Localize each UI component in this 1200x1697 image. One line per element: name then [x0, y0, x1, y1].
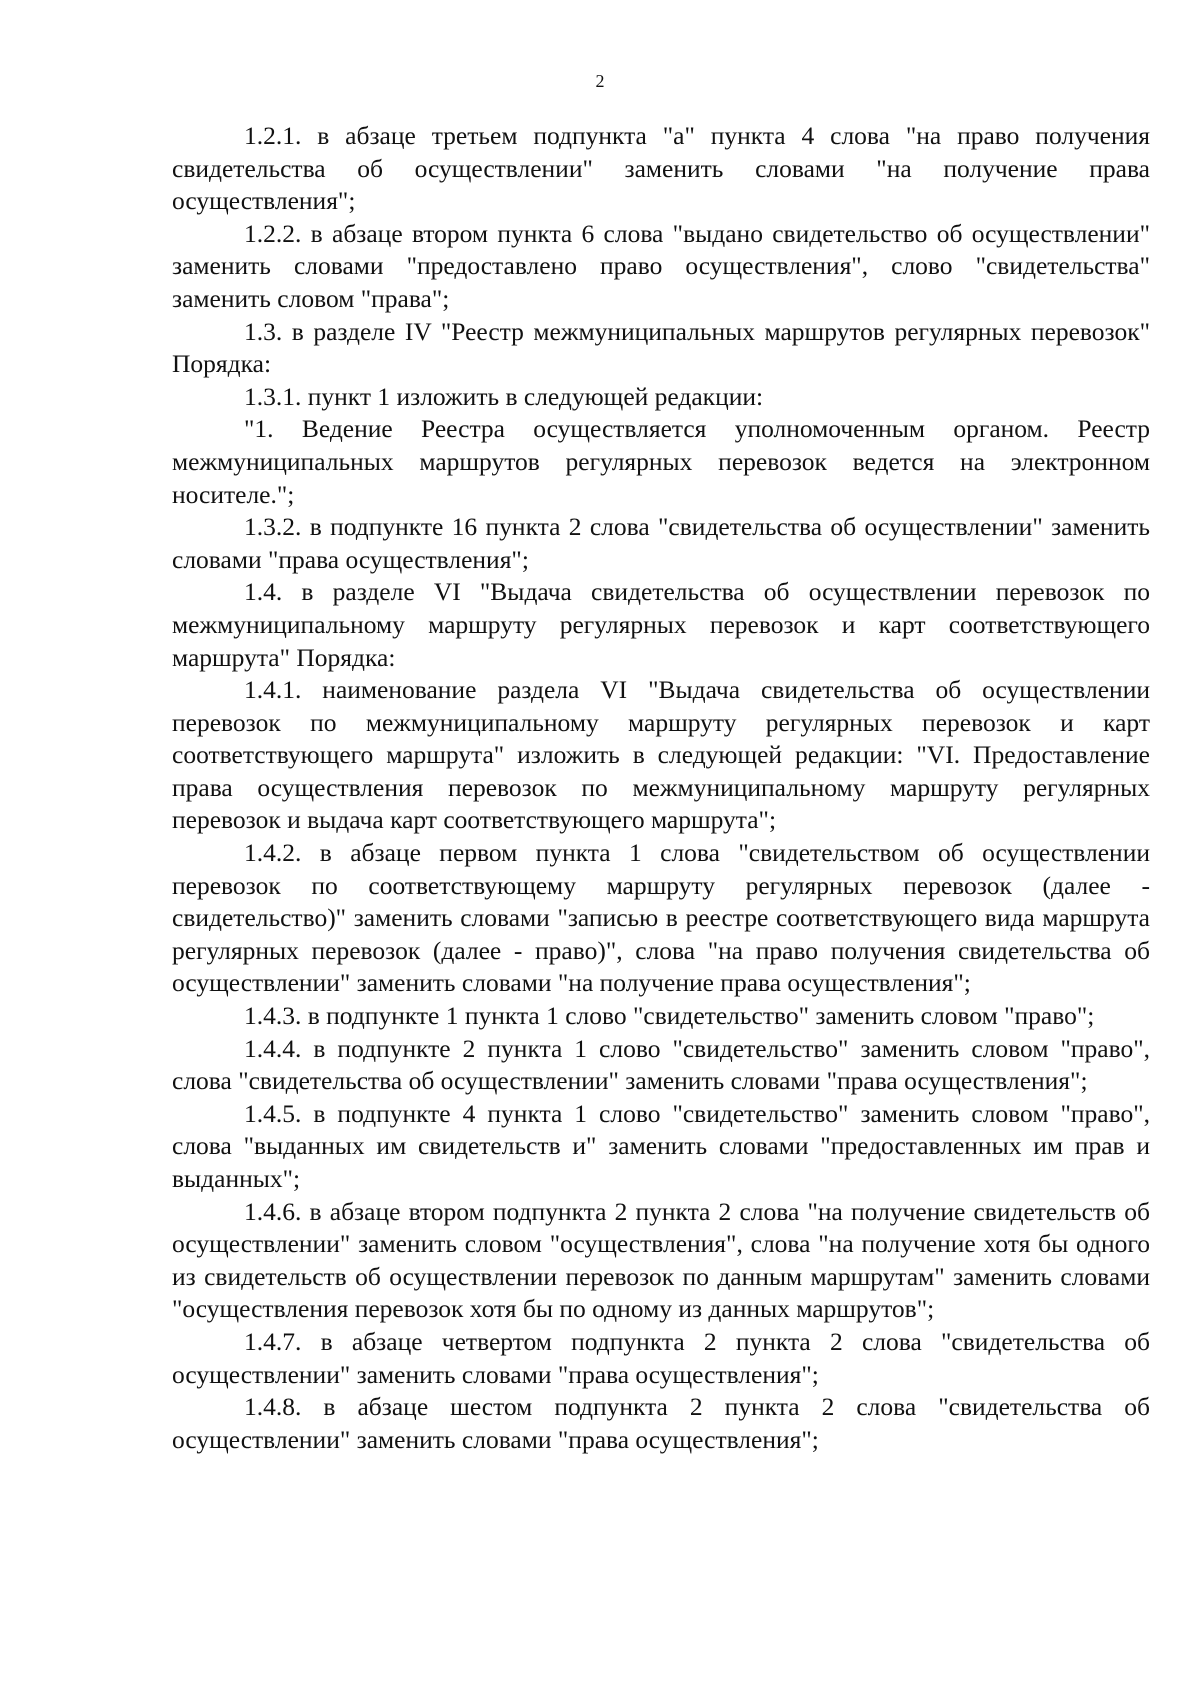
paragraph-1-3: 1.3. в разделе IV "Реестр межмуниципальных маршрутов регулярных перевозок" Порядка:	[172, 316, 1150, 379]
paragraph-1-4-3: 1.4.3. в подпункте 1 пункта 1 слово "свидетельство" заменить словом "право";	[244, 1001, 1095, 1031]
paragraph-1-2-1: 1.2.1. в абзаце третьем подпункта "а" пункта 4 слова "на право получения свидетельства об осуществлении" заменить словами "на получение права осуществления";	[172, 121, 1150, 216]
paragraph-quoted-point-1: "1. Ведение Реестра осуществляется уполномоченным органом. Реестр межмуниципальных маршрутов регулярных перевозок ведется на электронном носителе.";	[172, 414, 1150, 509]
paragraph-1-4: 1.4. в разделе VI "Выдача свидетельства об осуществлении перевозок по межмуниципальному маршруту регулярных перевозок и карт соответствующего маршрута" Порядка:	[172, 577, 1150, 672]
document-body	[172, 120, 1150, 1456]
paragraph-1-4-6: 1.4.6. в абзаце втором подпункта 2 пункта 2 слова "на получение свидетельств об осуществлении" заменить словом "осуществления", слова "на получение хотя бы одного из свидетельств об осуществлении перевозок по данным маршрутам" заменить словами "осуществления перевозок хотя бы по одному из данных маршрутов";	[172, 1196, 1150, 1324]
paragraph-1-4-7: 1.4.7. в абзаце четвертом подпункта 2 пункта 2 слова "свидетельства об осуществлении" заменить словами "права осуществления";	[172, 1326, 1150, 1389]
paragraph-1-4-4: 1.4.4. в подпункте 2 пункта 1 слово "свидетельство" заменить словом "право", слова "свидетельства об осуществлении" заменить словами "права осуществления";	[172, 1033, 1150, 1096]
paragraph-1-3-2: 1.3.2. в подпункте 16 пункта 2 слова "свидетельства об осуществлении" заменить словами "права осуществления";	[172, 512, 1150, 574]
paragraph-1-4-5: 1.4.5. в подпункте 4 пункта 1 слово "свидетельство" заменить словом "право", слова "выданных им свидетельств и" заменить словами "предоставленных им прав и выданных";	[172, 1098, 1150, 1193]
paragraph-1-3-1: 1.3.1. пункт 1 изложить в следующей редакции:	[244, 381, 764, 411]
paragraph-1-4-8: 1.4.8. в абзаце шестом подпункта 2 пункта 2 слова "свидетельства об осуществлении" заменить словами "права осуществления";	[172, 1392, 1150, 1454]
paragraph-1-4-1: 1.4.1. наименование раздела VI "Выдача свидетельства об осуществлении перевозок по межмуниципальному маршруту регулярных перевозок и карт соответствующего маршрута" изложить в следующей редакции: "VI. Предоставление права осуществления перевозок по межмуниципальному маршруту регулярных перевозок и выдача карт соответствующего маршрута";	[172, 675, 1150, 835]
paragraph-1-4-2: 1.4.2. в абзаце первом пункта 1 слова "свидетельством об осуществлении перевозок по соответствующему маршруту регулярных перевозок (далее - свидетельство)" заменить словами "записью в реестре соответствующего вида маршрута регулярных перевозок (далее - право)", слова "на право получения свидетельства об осуществлении" заменить словами "на получение права осуществления";	[172, 838, 1150, 998]
paragraph-1-2-2: 1.2.2. в абзаце втором пункта 6 слова "выдано свидетельство об осуществлении" заменить словами "предоставлено право осуществления", слово "свидетельства" заменить словом "права";	[172, 218, 1150, 313]
page-number: 2	[595, 71, 605, 91]
